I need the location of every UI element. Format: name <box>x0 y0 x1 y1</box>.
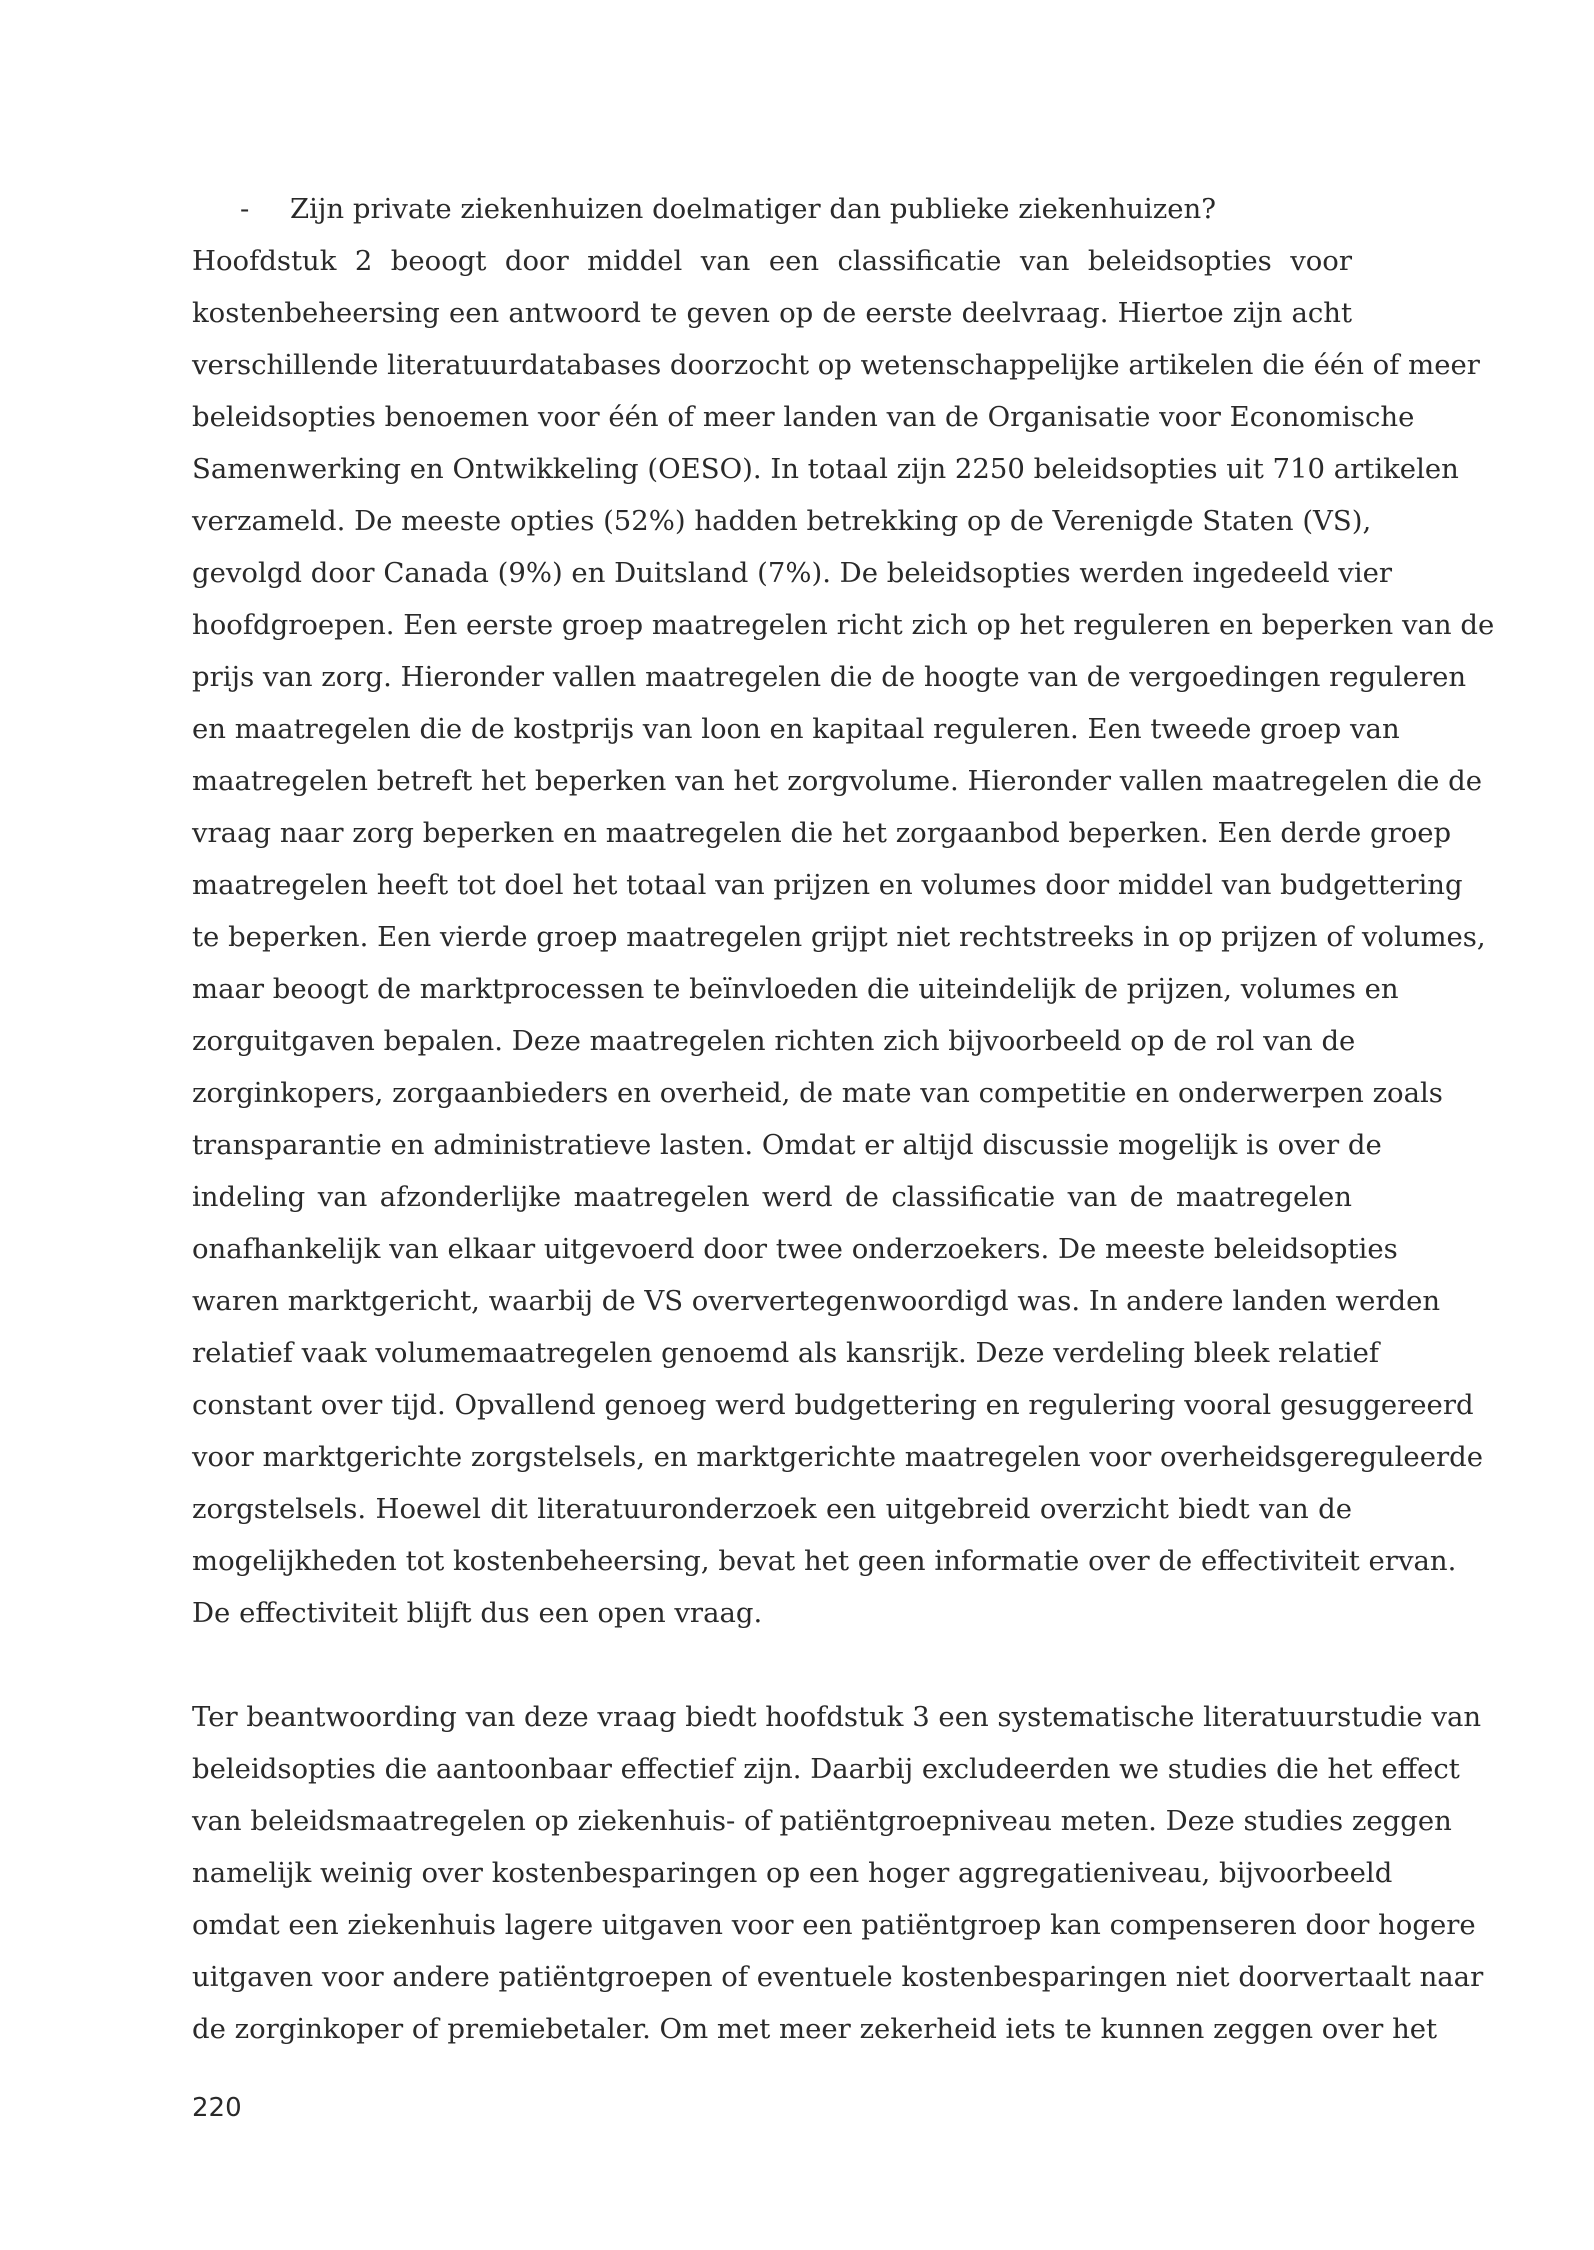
text-line: de zorginkoper of premiebetaler. Om met meer zekerheid iets te kunnen zeggen over het <box>192 2013 1438 2045</box>
text-line: te beperken. Een vierde groep maatregelen grijpt niet rechtstreeks in op prijzen of volumes, <box>192 921 1486 953</box>
text-line: namelijk weinig over kostenbesparingen op een hoger aggregatieniveau, bijvoorbeeld <box>192 1857 1393 1889</box>
text-line: hoofdgroepen. Een eerste groep maatregelen richt zich op het reguleren en beperken van de <box>192 609 1495 641</box>
text-line: voor marktgerichte zorgstelsels, en marktgerichte maatregelen voor overheidsgereguleerde <box>192 1441 1483 1473</box>
text-line: Ter beantwoording van deze vraag biedt hoofdstuk 3 een systematische literatuurstudie van <box>192 1701 1482 1733</box>
text-line: maar beoogt de marktprocessen te beïnvloeden die uiteindelijk de prijzen, volumes en <box>192 973 1399 1005</box>
text-line: zorginkopers, zorgaanbieders en overheid, de mate van competitie en onderwerpen zoals <box>192 1077 1443 1109</box>
text-line: beleidsopties benoemen voor één of meer landen van de Organisatie voor Economische <box>192 401 1415 433</box>
paragraph-2 <box>192 1691 1484 2055</box>
text-line: Hoofdstuk 2 beoogt door middel van een classificatie van beleidsopties voor <box>192 245 1352 277</box>
text-line: constant over tijd. Opvallend genoeg werd budgettering en regulering vooral gesuggereerd <box>192 1389 1474 1421</box>
text-line: uitgaven voor andere patiëntgroepen of eventuele kostenbesparingen niet doorvertaalt naar <box>192 1961 1484 1993</box>
text-line: kostenbeheersing een antwoord te geven op de eerste deelvraag. Hiertoe zijn acht <box>192 297 1352 329</box>
text-line: gevolgd door Canada (9%) en Duitsland (7%). De beleidsopties werden ingedeeld vier <box>192 557 1393 589</box>
bullet-marker: - <box>240 193 250 225</box>
text-line: relatief vaak volumemaatregelen genoemd als kansrijk. Deze verdeling bleek relatief <box>192 1337 1380 1369</box>
paragraph-spacer <box>192 1639 1352 1691</box>
text-line: prijs van zorg. Hieronder vallen maatregelen die de hoogte van de vergoedingen reguleren <box>192 661 1467 693</box>
text-line: beleidsopties die aantoonbaar effectief zijn. Daarbij excludeerden we studies die het effect <box>192 1753 1460 1785</box>
page-number: 220 <box>192 2093 242 2123</box>
bullet-item <box>192 183 1352 235</box>
text-line: verzameld. De meeste opties (52%) hadden betrekking op de Verenigde Staten (VS), <box>192 505 1372 537</box>
text-line: indeling van afzonderlijke maatregelen werd de classificatie van de maatregelen <box>192 1181 1352 1213</box>
text-line: transparantie en administratieve lasten. Omdat er altijd discussie mogelijk is over de <box>192 1129 1382 1161</box>
text-line: van beleidsmaatregelen op ziekenhuis- of patiëntgroepniveau meten. Deze studies zeggen <box>192 1805 1452 1837</box>
text-line: verschillende literatuurdatabases doorzocht op wetenschappelijke artikelen die één of meer <box>192 349 1480 381</box>
bullet-text: Zijn private ziekenhuizen doelmatiger dan publieke ziekenhuizen? <box>290 193 1216 225</box>
text-line: zorguitgaven bepalen. Deze maatregelen richten zich bijvoorbeeld op de rol van de <box>192 1025 1356 1057</box>
text-line: onafhankelijk van elkaar uitgevoerd door twee onderzoekers. De meeste beleidsopties <box>192 1233 1398 1265</box>
text-line: maatregelen heeft tot doel het totaal van prijzen en volumes door middel van budgettering <box>192 869 1463 901</box>
text-line: waren marktgericht, waarbij de VS oververtegenwoordigd was. In andere landen werden <box>192 1285 1441 1317</box>
text-line: zorgstelsels. Hoewel dit literatuuronderzoek een uitgebreid overzicht biedt van de <box>192 1493 1352 1525</box>
page-body <box>192 183 1495 2055</box>
text-line: omdat een ziekenhuis lagere uitgaven voor een patiëntgroep kan compenseren door hogere <box>192 1909 1476 1941</box>
text-line: vraag naar zorg beperken en maatregelen die het zorgaanbod beperken. Een derde groep <box>192 817 1452 849</box>
paragraph-1 <box>192 235 1495 1639</box>
text-line: mogelijkheden tot kostenbeheersing, bevat het geen informatie over de effectiviteit ervan. <box>192 1545 1457 1577</box>
text-line: De effectiviteit blijft dus een open vraag. <box>192 1597 763 1629</box>
text-line: en maatregelen die de kostprijs van loon en kapitaal reguleren. Een tweede groep van <box>192 713 1400 745</box>
text-line: maatregelen betreft het beperken van het zorgvolume. Hieronder vallen maatregelen die de <box>192 765 1483 797</box>
text-line: Samenwerking en Ontwikkeling (OESO). In totaal zijn 2250 beleidsopties uit 710 artikelen <box>192 453 1459 485</box>
